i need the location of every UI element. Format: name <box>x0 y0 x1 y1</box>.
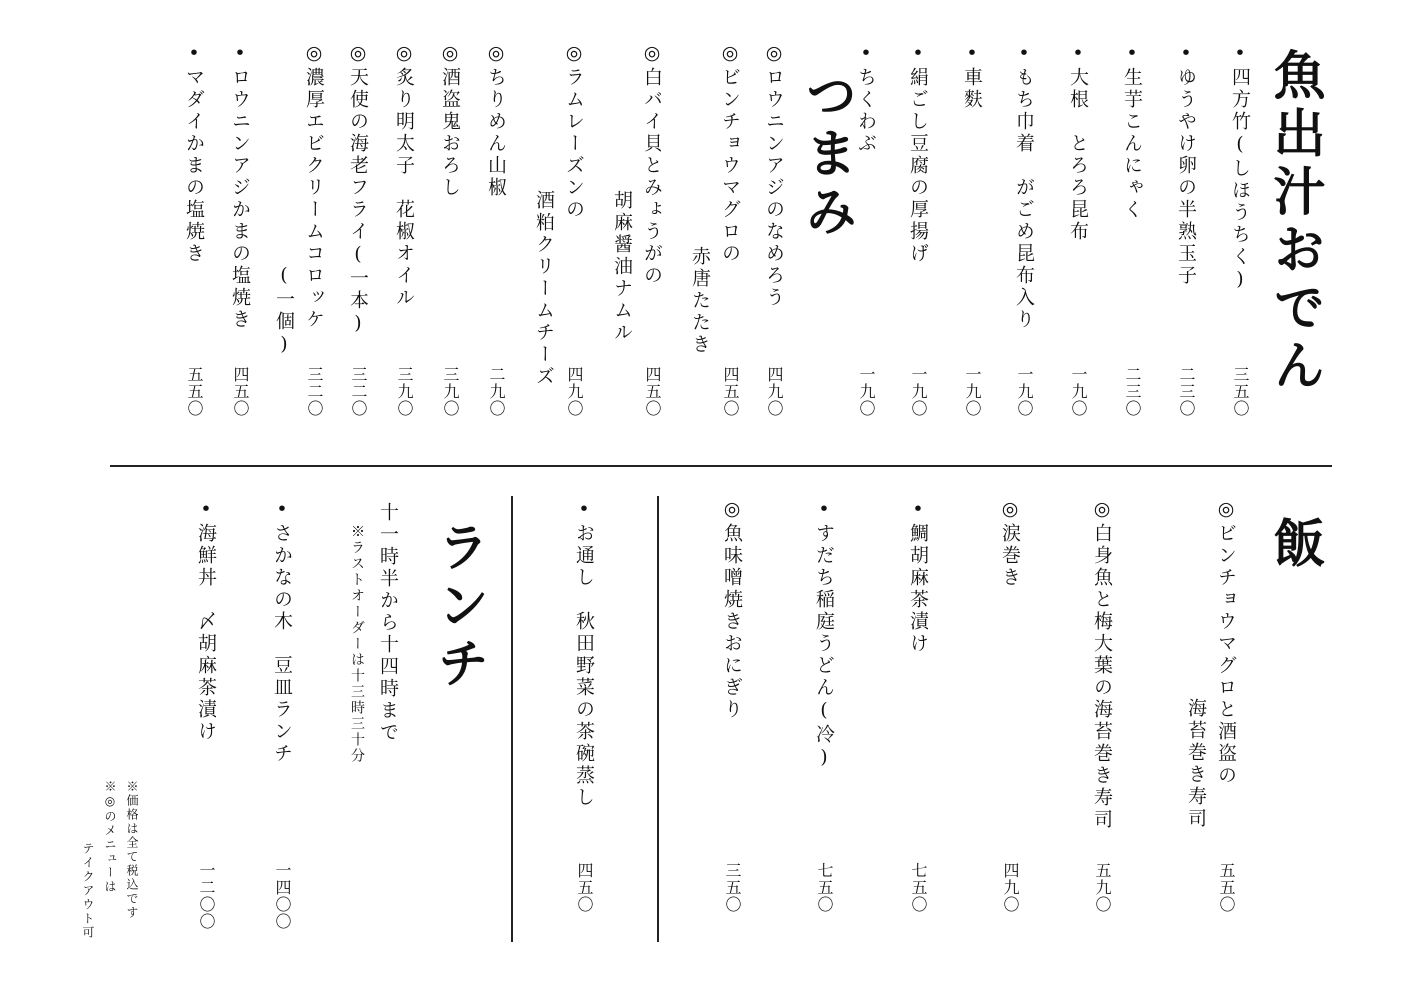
menu-item-price: 一九〇 <box>1015 366 1034 417</box>
vertical-divider <box>511 496 513 942</box>
menu-item-name: •ゆうやけ卵の半熟玉子 <box>1175 42 1197 287</box>
menu-item-price: 五五〇 <box>185 366 204 417</box>
menu-item-price: 二九〇 <box>487 366 506 417</box>
menu-item-name: •ちくわぶ <box>855 42 877 155</box>
menu-item-name: ◎ビンチョウマグロと酒盗の <box>1215 498 1237 787</box>
menu-item-price: 一四〇〇 <box>273 862 292 930</box>
menu-item-price: 三九〇 <box>395 366 414 417</box>
menu-item-name: •ロウニンアジかまの塩焼き <box>229 42 251 331</box>
menu-item-name: •生芋こんにゃく <box>1121 42 1143 221</box>
menu-item-name: ◎炙り明太子 花椒オイル <box>393 42 415 309</box>
menu-item-name: •さかなの木 豆皿ランチ <box>271 498 293 765</box>
note-takeout-cont: テイクアウト可 <box>81 842 95 940</box>
menu-item-price: 一九〇 <box>909 366 928 417</box>
menu-item-name-cont: (一個) <box>273 264 295 358</box>
menu-item-price: 七五〇 <box>909 862 928 913</box>
menu-item-name: ◎ちりめん山椒 <box>485 42 507 199</box>
menu-item-name-cont: 赤唐たたき <box>689 246 711 356</box>
oden-title: 魚出汁おでん <box>1264 48 1325 396</box>
menu-item-name: •四方竹(しほうちく) <box>1229 42 1251 293</box>
menu-item-price: 七五〇 <box>815 862 834 913</box>
note-takeout: ※◎のメニューは <box>103 780 117 894</box>
menu-item-price: 一九〇 <box>1069 366 1088 417</box>
menu-item-name: ◎白身魚と梅大葉の海苔巻き寿司 <box>1091 498 1113 831</box>
menu-item-name: •鯛胡麻茶漬け <box>907 498 929 655</box>
menu-item-name: •もち巾着 がごめ昆布入り <box>1013 42 1035 331</box>
lunch-last-order: ※ラストオーダーは十三時三十分 <box>349 524 365 764</box>
menu-item-price: 二三〇 <box>1177 366 1196 417</box>
menu-item-name: ◎濃厚エビクリームコロッケ <box>303 42 325 331</box>
menu-item-name-cont: 酒粕クリームチーズ <box>533 190 555 388</box>
menu-item-price: 四九〇 <box>1001 862 1020 913</box>
menu-item-price: 四五〇 <box>231 366 250 417</box>
otoshi-price: 四五〇 <box>575 862 594 913</box>
menu-item-name: ◎魚味噌焼きおにぎり <box>721 498 743 721</box>
menu-item-name: ◎酒盗鬼おろし <box>439 42 461 199</box>
menu-item-price: 三二〇 <box>305 366 324 417</box>
menu-item-price: 四五〇 <box>643 366 662 417</box>
menu-item-price: 二三〇 <box>1123 366 1142 417</box>
menu-item-price: 四九〇 <box>565 366 584 417</box>
menu-item-price: 三五〇 <box>723 862 742 913</box>
menu-item-name: ◎白バイ貝とみょうがの <box>641 42 663 287</box>
menu-item-name: •車麩 <box>961 42 983 111</box>
tsumami-title: つまみ <box>796 68 857 242</box>
lunch-hours: 十一時半から十四時まで <box>377 502 399 744</box>
horizontal-divider <box>110 465 1332 467</box>
menu-item-name: •マダイかまの塩焼き <box>183 42 205 265</box>
menu-item-price: 一九〇 <box>963 366 982 417</box>
menu-item-name: •絹ごし豆腐の厚揚げ <box>907 42 929 265</box>
menu-item-name: ◎天使の海老フライ(一本) <box>347 42 369 337</box>
menu-item-price: 五五〇 <box>1217 862 1236 913</box>
menu-item-price: 五九〇 <box>1093 862 1112 913</box>
menu-item-price: 三二〇 <box>349 366 368 417</box>
vertical-divider <box>657 496 659 942</box>
note-tax-included: ※価格は全て税込です <box>125 780 139 920</box>
lunch-title: ランチ <box>428 520 489 694</box>
menu-item-price: 三五〇 <box>1231 366 1250 417</box>
menu-item-price: 四五〇 <box>721 366 740 417</box>
otoshi-name: •お通し 秋田野菜の茶碗蒸し <box>573 498 595 809</box>
menu-item-name: •海鮮丼 〆胡麻茶漬け <box>195 498 217 743</box>
menu-item-name: •すだち稲庭うどん(冷) <box>813 498 835 771</box>
menu-item-price: 一九〇 <box>857 366 876 417</box>
menu-item-price: 一二〇〇 <box>197 862 216 930</box>
menu-item-name: ◎ロウニンアジのなめろう <box>763 42 785 309</box>
menu-item-name: ◎涙巻き <box>999 498 1021 589</box>
menu-item-name: •大根 とろろ昆布 <box>1067 42 1089 243</box>
menu-item-price: 四九〇 <box>765 366 784 417</box>
menu-item-name: ◎ビンチョウマグロの <box>719 42 741 265</box>
meshi-title: 飯 <box>1264 516 1325 574</box>
menu-item-name-cont: 胡麻醤油ナムル <box>611 190 633 344</box>
menu-item-name: ◎ラムレーズンの <box>563 42 585 221</box>
menu-item-name-cont: 海苔巻き寿司 <box>1185 698 1207 830</box>
menu-item-price: 三九〇 <box>441 366 460 417</box>
